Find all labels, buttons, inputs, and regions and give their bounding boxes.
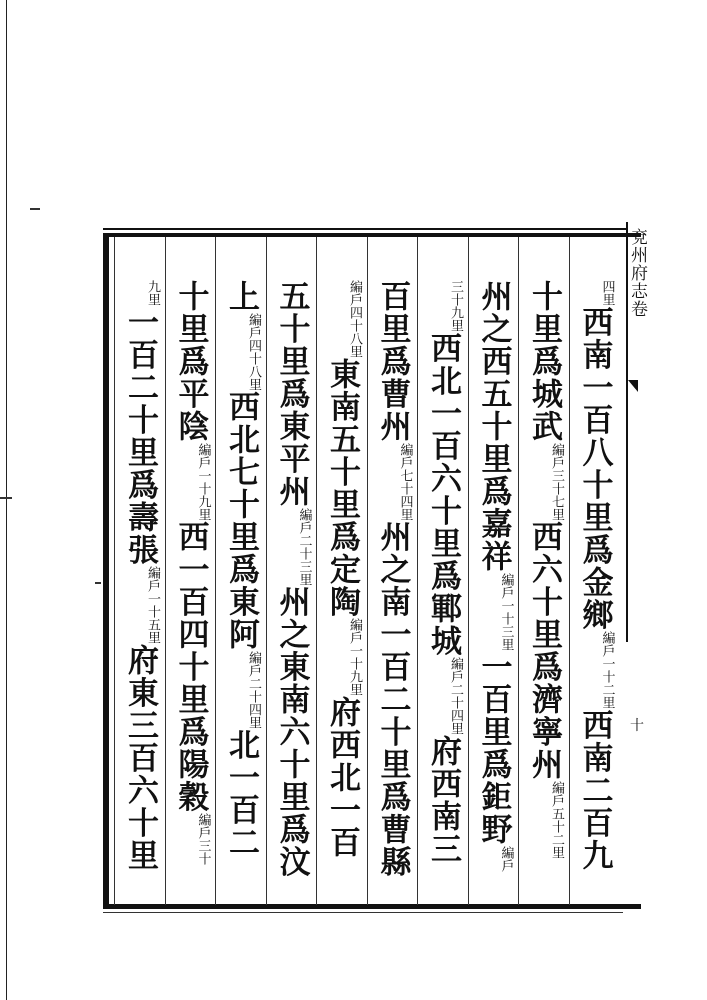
annotation-note: 編戶二十四里 — [448, 657, 463, 735]
margin-title: 兗州府志卷 — [627, 228, 647, 318]
annotation-note: 編戶一十二里 — [599, 631, 615, 709]
main-text: 北一百二 — [223, 728, 259, 859]
fish-tail-mark — [618, 380, 638, 392]
frame-bottom-rule — [103, 912, 623, 913]
page-edge-line — [6, 0, 7, 1000]
annotation-note: 編戶四十八里 — [347, 280, 362, 358]
annotation-note: 編戶三十七里 — [549, 442, 564, 521]
annotation-note: 編戶 — [498, 845, 514, 872]
main-text: 一百里爲鉅野 — [475, 650, 512, 846]
text-column-9 — [169, 280, 213, 900]
frame-top-rule — [103, 228, 627, 230]
annotation-note: 編戶一十五里 — [145, 566, 160, 644]
main-text: 西一百四十里爲陽穀 — [172, 520, 209, 813]
column-divider — [417, 237, 418, 905]
main-text: 上 — [223, 280, 259, 313]
column-divider — [215, 237, 216, 905]
main-text: 百里爲曹州 — [374, 280, 411, 443]
text-column-7 — [270, 280, 314, 900]
text-column-5 — [371, 280, 415, 900]
main-text: 西南二百九 — [576, 709, 613, 872]
main-text: 十里爲城武 — [526, 280, 562, 443]
column-divider — [316, 237, 317, 905]
column-divider — [114, 237, 115, 905]
column-divider — [518, 237, 519, 905]
text-column-10 — [118, 280, 162, 900]
annotation-note: 編戶二十三里 — [296, 507, 312, 586]
annotation-note: 九里 — [145, 280, 160, 306]
annotation-note: 編戶五十二里 — [549, 780, 564, 859]
main-text: 十里爲平陰 — [172, 280, 209, 443]
main-text: 府東三百六十里 — [122, 644, 158, 872]
text-column-3 — [472, 280, 516, 900]
annotation-note: 三十九里 — [448, 280, 463, 332]
annotation-note: 編戶七十四里 — [397, 442, 413, 521]
main-text: 府西南三 — [425, 735, 461, 865]
column-divider — [165, 237, 166, 905]
annotation-note: 編戶四十八里 — [246, 312, 261, 391]
main-text: 西北一百六十里爲鄆城 — [425, 332, 461, 657]
scan-mark — [95, 582, 101, 584]
main-text: 州之東南六十里爲汶 — [273, 585, 310, 878]
main-text: 府西北一百 — [324, 696, 360, 859]
main-text: 西南一百八十里爲金鄉 — [576, 306, 613, 631]
main-text: 州之西五十里爲嘉祥 — [475, 280, 512, 573]
main-text: 西北七十里爲東阿 — [223, 390, 259, 651]
annotation-note: 編戶三十 — [195, 813, 211, 865]
text-column-1 — [573, 280, 617, 900]
main-text: 東南五十里爲定陶 — [324, 358, 360, 618]
column-divider — [367, 237, 368, 905]
annotation-note: 編戶一十九里 — [195, 442, 211, 521]
main-text: 州之南一百二十里爲曹縣 — [374, 520, 411, 878]
text-column-6 — [320, 280, 364, 900]
page-number: 十 — [630, 718, 644, 734]
scan-mark — [0, 497, 12, 499]
annotation-note: 四里 — [599, 280, 615, 306]
column-divider — [468, 237, 469, 905]
main-text: 一百二十里爲壽張 — [122, 306, 158, 566]
annotation-note: 編戶二十四里 — [246, 650, 261, 729]
column-divider — [569, 237, 570, 905]
text-column-2 — [522, 280, 566, 900]
main-text: 西六十里爲濟寧州 — [526, 520, 562, 781]
text-column-4 — [421, 280, 465, 900]
annotation-note: 編戶一十三里 — [498, 572, 514, 651]
scan-mark — [30, 208, 40, 210]
main-text: 五十里爲東平州 — [273, 280, 310, 508]
annotation-note: 編戶一十九里 — [347, 618, 362, 696]
column-divider — [266, 237, 267, 905]
text-column-8 — [219, 280, 263, 900]
